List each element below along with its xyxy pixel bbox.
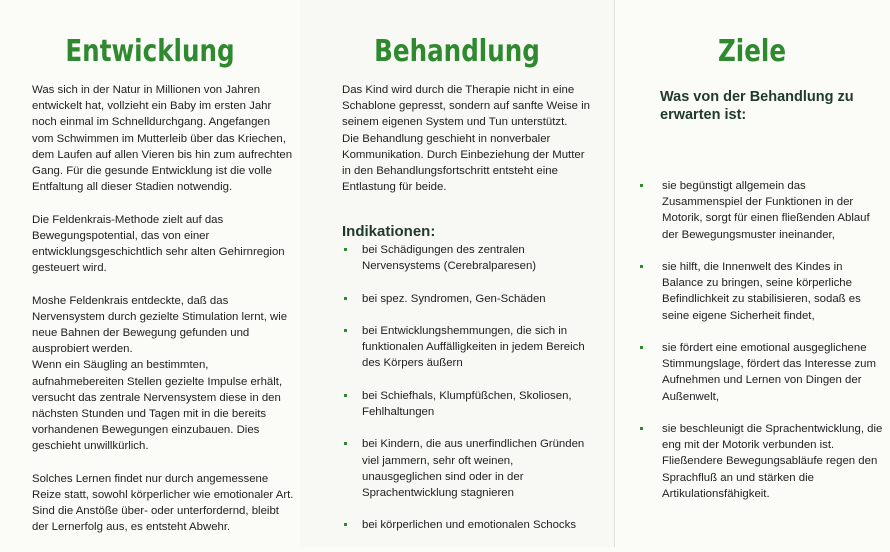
entwicklung-paragraph: Was sich in der Natur in Millionen von Jahren entwickelt hat, vollzieht ein Baby im ersten Jahr noch einmal im Schnelldurchgang. Angefangen vom Schwimmen im Mutterleib über das Kriechen, dem Laufen auf allen Vieren bis hin zum aufrechten Gang. Für die gesunde Entwicklung ist die volle Entfaltung all dieser Stadien notwendig. <box>32 84 293 194</box>
bullet-icon <box>640 427 643 430</box>
list-item <box>638 259 886 324</box>
list-item <box>342 291 592 307</box>
panel-behandlung <box>300 0 614 547</box>
indication-text: bei Kindern, die aus unerfindlichen Gründen viel jammern, sehr oft weinen, unausgeglichen sind oder in der Sprachentwicklung stagnieren <box>362 438 585 499</box>
indication-text: bei Entwicklungshemmungen, die sich in funktionalen Auffälligkeiten in jedem Bereich des Körpers äußern <box>362 324 585 370</box>
bullet-icon <box>344 442 347 445</box>
heading-behandlung: Behandlung <box>374 34 540 70</box>
goal-text: sie hilft, die Innenwelt des Kindes in Balance zu bringen, seine körperliche Befindlichkeit zu stabilisieren, sodaß es seine eigene Sicherheit findet, <box>662 261 861 322</box>
bullet-icon <box>344 394 347 397</box>
list-item <box>342 242 592 274</box>
bullet-icon <box>344 297 347 300</box>
bullet-icon <box>344 329 347 332</box>
indication-text: bei Schiefhals, Klumpfüßchen, Skoliosen, Fehlhaltungen <box>362 389 572 418</box>
list-item <box>342 436 592 501</box>
list-item <box>342 388 592 420</box>
indication-text: bei Schädigungen des zentralen Nervensystems (Cerebralparesen) <box>362 244 537 273</box>
goals-list <box>638 178 886 518</box>
list-item <box>342 323 592 372</box>
bullet-icon <box>344 523 347 526</box>
list-item <box>638 340 886 405</box>
goals-subtitle: Was von der Behandlung zu erwarten ist: <box>660 89 854 123</box>
bullet-icon <box>640 346 643 349</box>
list-item <box>638 178 886 243</box>
indication-text: bei körperlichen und emotionalen Schocks <box>362 519 577 532</box>
behandlung-paragraph: Das Kind wird durch die Therapie nicht in eine Schablone gepresst, sondern auf sanfte Weise in seinem eigenen System und Tun unterstützt. Die Behandlung geschieht in nonverbaler Kommunikation. Durch Einbeziehung der Mutter in den Behandlungsfortschritt entsteht eine Entlastung für beide. <box>342 84 591 194</box>
entwicklung-paragraph: Solches Lernen findet nur durch angemessene Reize statt, sowohl körperlicher wie emotionaler Art. Sind die Anstöße über- oder unterfordernd, bleibt der Lernerfolg aus, es entsteht Abwehr. <box>32 472 294 534</box>
list-item <box>342 517 592 533</box>
list-item <box>638 421 886 502</box>
goal-text: sie begünstigt allgemein das Zusammenspiel der Funktionen in der Motorik, sorgt für einen fließenden Ablauf der Bewegungsmuster ineinander, <box>662 180 870 241</box>
goal-text: sie fördert eine emotional ausgeglichene Stimmungslage, fördert das Interesse zum Aufnehmen und Lernen von Dingen der Außenwelt, <box>662 342 876 403</box>
panel-entwicklung <box>0 0 300 547</box>
entwicklung-text <box>32 82 294 552</box>
bullet-icon <box>344 248 347 251</box>
entwicklung-paragraph: Moshe Feldenkrais entdeckte, daß das Nervensystem durch gezielte Stimulation lernt, wie neue Bahnen der Bewegung gefunden und ausprobiert werden. Wenn ein Säugling an bestimmten, aufnahmebereiten Stellen gezielte Impulse erhält, versucht das zentrale Nervensystem diese in den nächsten Stunden und Tagen mit in die bereits vorhandenen Bewegungen einzubauen. Dies geschieht unwillkürlich. <box>32 294 288 453</box>
heading-entwicklung: Entwicklung <box>65 34 235 70</box>
bullet-icon <box>640 184 643 187</box>
goal-text: sie beschleunigt die Sprachentwicklung, die eng mit der Motorik verbunden ist. Fließendere Bewegungsabläufe regen den Sprachfluß an und stärken die Artikulationsfähigkeit. <box>662 423 883 500</box>
panel-ziele <box>614 0 890 547</box>
heading-ziele: Ziele <box>717 34 787 70</box>
entwicklung-paragraph: Die Feldenkrais-Methode zielt auf das Bewegungspotential, das von einer entwicklungsgeschichtlich sehr alten Gehirnregion gesteuert wird. <box>32 213 285 275</box>
behandlung-text <box>342 82 592 212</box>
indication-text: bei spez. Syndromen, Gen-Schäden <box>362 292 546 305</box>
bullet-icon <box>640 265 643 268</box>
indications-list <box>342 242 592 550</box>
indications-title: Indikationen: <box>342 223 436 240</box>
